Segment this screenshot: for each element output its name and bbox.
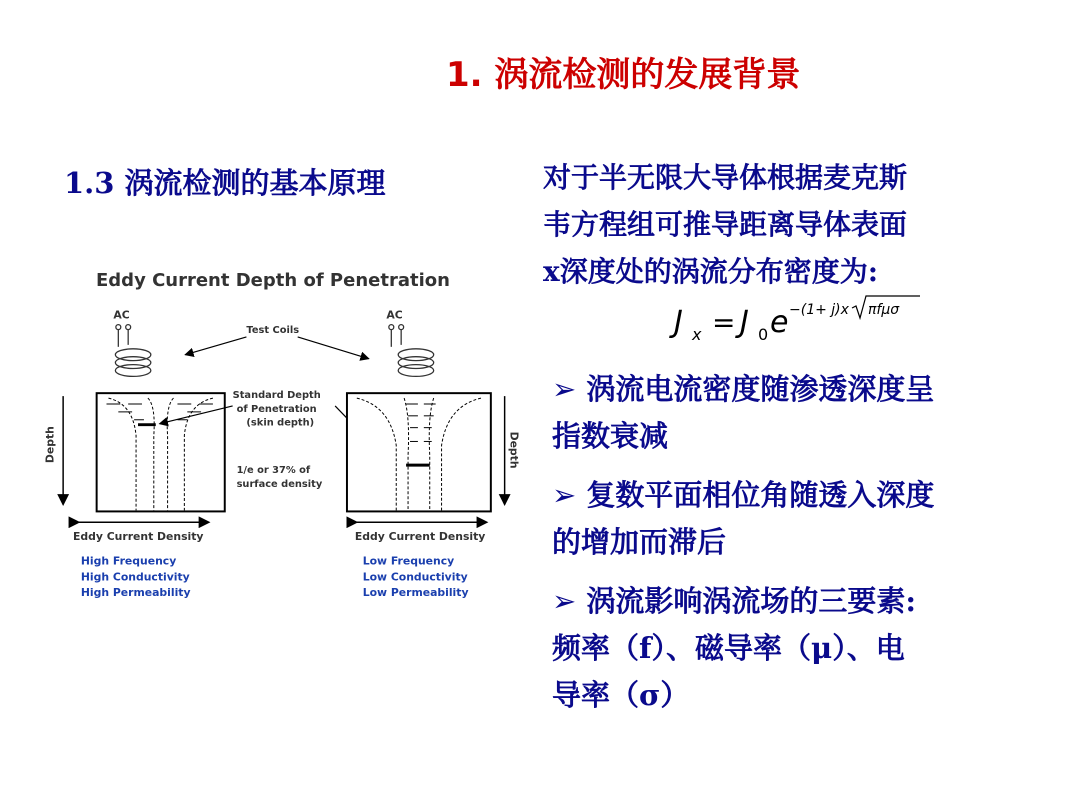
right-prop: Low Permeability [362,586,469,600]
bullet-line: 导率（σ） [552,678,690,712]
left-prop: High Permeability [80,586,191,600]
formula-base: e [770,305,789,340]
density-note: surface density [236,478,323,490]
figure-title: Eddy Current Depth of Penetration [96,270,450,291]
formula-sqrt-content: πfμσ [868,302,900,318]
bullet-list [552,366,1072,731]
test-coils-label: Test Coils [246,325,300,337]
section-subtitle: 1.3 涡流检测的基本原理 [64,166,386,200]
formula-equals: = [712,306,736,339]
slide-title: 1. 涡流检测的发展背景 [446,55,801,95]
eddy-current-formula [672,292,932,356]
right-prop: Low Conductivity [362,570,468,584]
density-note: 1/e or 37% of [236,464,311,476]
std-depth-label: Standard Depth [232,390,321,402]
std-depth-label: of Penetration [236,403,317,415]
bullet-text: 涡流电流密度随渗透深度呈 [586,372,935,406]
coil-left-icon [115,325,150,377]
bullet-line: 的增加而滞后 [552,525,727,559]
coil-right-icon [389,325,434,377]
bullet-item [552,366,1072,460]
intro-line: 对于半无限大导体根据麦克斯 [543,161,908,194]
arrow-bullet-icon: ➢ [552,478,577,512]
std-depth-label: (skin depth) [246,417,315,429]
ecd-label-right: Eddy Current Density [354,530,486,543]
bullet-item [552,472,1072,566]
depth-label-right: Depth [507,431,521,469]
bullet-line [552,472,1072,519]
bullet-line: 频率（f）、磁导率（μ）、电 [552,631,905,665]
formula-rhs: J [740,305,749,340]
bullet-line: 指数衰减 [552,419,669,453]
formula-lhs: J [674,305,683,340]
intro-text [543,154,1063,295]
bullet-line [552,578,1072,625]
formula-lhs-sub: x [692,325,702,344]
left-prop: High Frequency [80,554,177,568]
arrow-bullet-icon: ➢ [552,372,577,406]
ac-label-right: AC [386,308,403,322]
formula-exponent: −(1+ j)x [789,302,849,318]
depth-label-left: Depth [43,426,57,464]
bullet-text: 复数平面相位角随透入深度 [586,478,935,512]
bullet-line [552,366,1072,413]
formula-rhs-sub: 0 [758,325,769,344]
arrow-bullet-icon: ➢ [552,584,577,618]
conductor-block-left [97,393,225,511]
test-coils-arrow-left [185,337,246,355]
ecd-label-left: Eddy Current Density [72,530,204,543]
test-coils-arrow-right [298,337,369,359]
bullet-item [552,578,1072,719]
formula-svg [672,292,932,352]
eddy-current-depth-figure [36,268,521,608]
intro-line: 韦方程组可推导距离导体表面 [543,208,908,241]
intro-line: x深度处的涡流分布密度为: [543,255,879,288]
left-prop: High Conductivity [80,570,190,584]
conductor-block-right [347,393,491,511]
right-prop: Low Frequency [362,554,455,568]
ac-label-left: AC [113,308,130,322]
bullet-text: 涡流影响涡流场的三要素: [586,584,917,618]
